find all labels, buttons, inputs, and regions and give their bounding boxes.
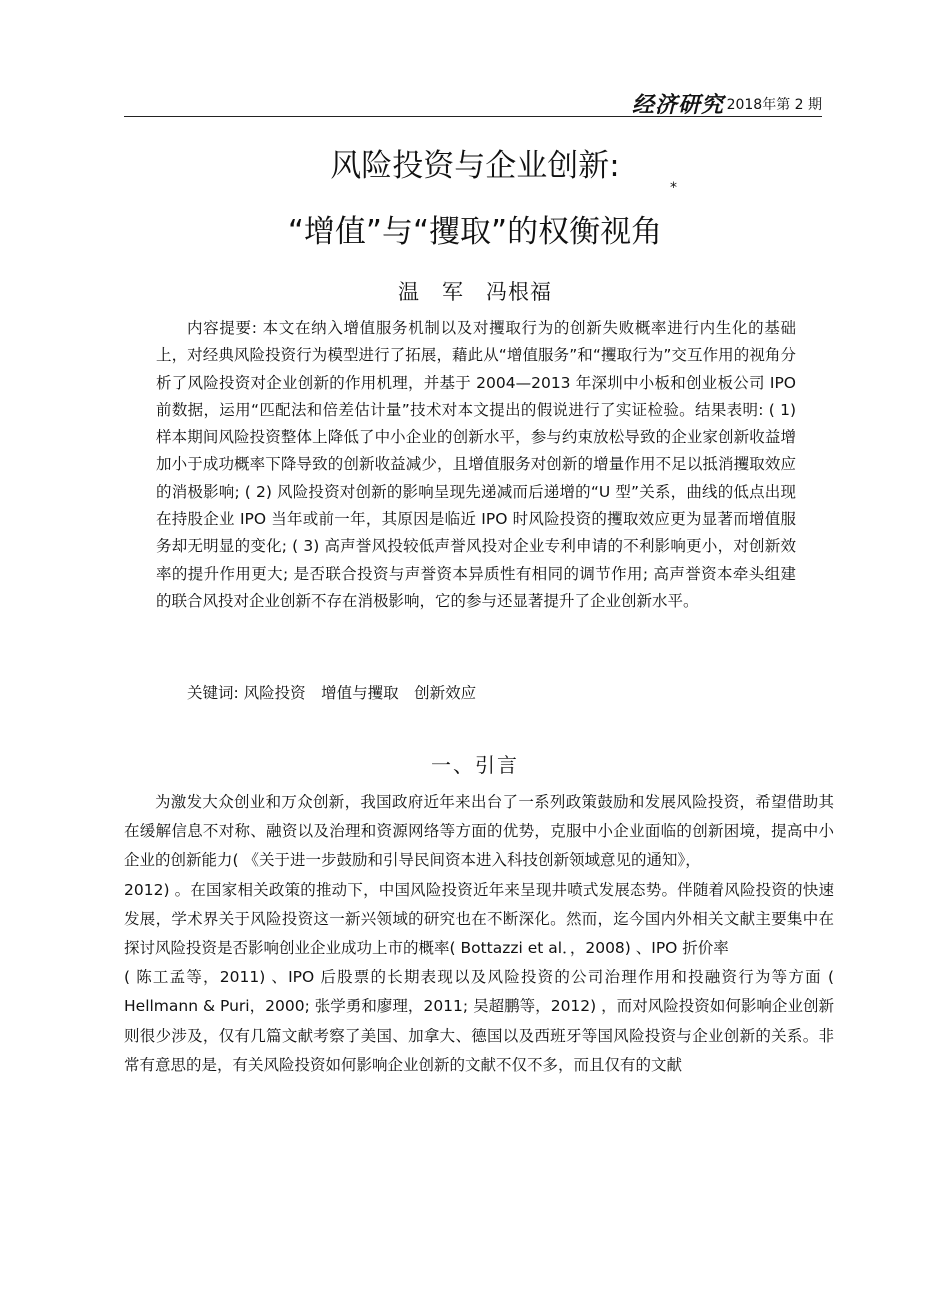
section-heading: 一、引言: [431, 753, 519, 777]
paper-title-line-2: “增值”与“攫取”的权衡视角: [287, 214, 663, 250]
abstract: [156, 315, 796, 615]
paragraph: ( 陈工孟等，2011) 、IPO 后股票的长期表现以及风险投资的公司治理作用和投融资行为等方面 ( Hellmann & Puri，2000; 张学勇和廖理，2011; 吴超鹏等，2012) ，而对风险投资如何影响企业创新则很少涉及，仅有几篇文献考察了美国、加拿大、德国以及西班牙等国风险投资与企业创新的关系。非常有意思的是，有关风险投资如何影响企业创新的文献不仅不多，而且仅有的文献: [124, 968, 834, 1074]
paper-title-line-1: 风险投资与企业创新:: [330, 148, 620, 184]
paragraph: 为激发大众创业和万众创新，我国政府近年来出台了一系列政策鼓励和发展风险投资，希望借助其在缓解信息不对称、融资以及治理和资源网络等方面的优势，克服中小企业面临的创新困境，提高中小企业的创新能力( 《关于进一步鼓励和引导民间资本进入科技创新领域意见的通知》，: [124, 793, 834, 870]
authors: 温 军 冯根福: [398, 280, 552, 304]
title-footnote-mark: *: [670, 180, 677, 196]
running-header: [124, 88, 822, 117]
journal-logo: 经济研究: [631, 92, 724, 118]
abstract-text: 内容提要: 本文在纳入增值服务机制以及对攫取行为的创新失败概率进行内生化的基础上，对经典风险投资行为模型进行了拓展，藉此从“增值服务”和“攫取行为”交互作用的视角分析了风险投资对企业创新的作用机理，并基于 2004—2013 年深圳中小板和创业板公司 IPO 前数据，运用“匹配法和倍差估计量”技术对本文提出的假说进行了实证检验。结果表明: ( 1) 样本期间风险投资整体上降低了中小企业的创新水平，参与约束放松导致的企业家创新收益增加小于成功概率下降导致的创新收益减少，且增值服务对创新的增量作用不足以抵消攫取效应的消极影响; ( 2) 风险投资对创新的影响呈现先递减而后递增的“U 型”关系，曲线的低点出现在持股企业 IPO 当年或前一年，其原因是临近 IPO 时风险投资的攫取效应更为显著而增值服务却无明显的变化; ( 3) 高声誉风投较低声誉风投对企业专利申请的不利影响更小，对创新效率的提升作用更大; 是否联合投资与声誉资本异质性有相同的调节作用; 高声誉资本牵头组建的联合风投对企业创新不存在消极影响，它的参与还显著提升了企业创新水平。: [156, 319, 796, 610]
issue-label: 2018年第 2 期: [726, 97, 822, 113]
keywords: 关键词: 风险投资 增值与攫取 创新效应: [187, 684, 477, 702]
paragraph: 2012) 。在国家相关政策的推动下，中国风险投资近年来呈现井喷式发展态势。伴随着风险投资的快速发展，学术界关于风险投资这一新兴领域的研究也在不断深化。然而，迄今国内外相关文献主要集中在探讨风险投资是否影响创业企业成功上市的概率( Bottazzi et al．，2008) 、IPO 折价率: [124, 880, 834, 958]
body-text: [124, 788, 834, 1080]
